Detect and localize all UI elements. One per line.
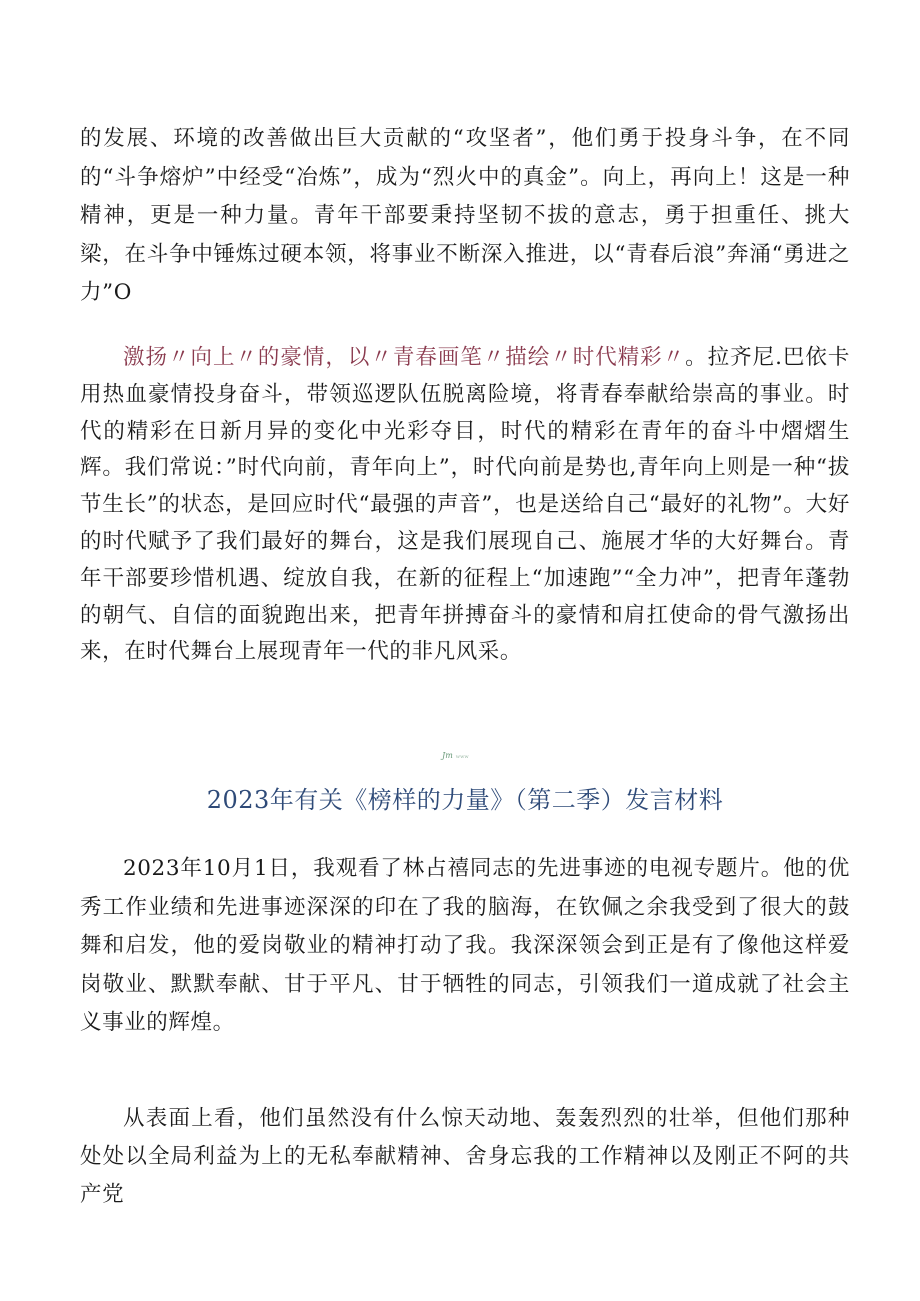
section-heading: 2023年有关《榜样的力量》（第二季）发言材料 [206, 786, 724, 814]
watermark-small-text: www [455, 754, 469, 760]
paragraph-4: 从表面上看，他们虽然没有什么惊天动地、轰轰烈烈的壮举，但他们那种处处以全局利益为上的无私奉献精神、舍身忘我的工作精神以及刚正不阿的共产党 [80, 1106, 850, 1207]
watermark-logo [442, 751, 469, 760]
paragraph-1: 的发展、环境的改善做出巨大贡献的“攻坚者”，他们勇于投身斗争，在不同的“斗争熔炉”中经受“冶炼”，成为“烈火中的真金”。向上，再向上！这是一种精神，更是一种力量。青年干部要秉持坚韧不拔的意志，勇于担重任、挑大梁，在斗争中锤炼过硬本领，将事业不断深入推进，以“青春后浪”奔涌“勇进之力”O [80, 126, 850, 305]
paragraph-2 [80, 340, 850, 671]
paragraph-2-body: 。拉齐尼.巴依卡用热血豪情投身奋斗，带领巡逻队伍脱离险境，将青春奉献给崇高的事业。时代的精彩在日新月异的变化中光彩夺目，时代的精彩在青年的奋斗中熠熠生辉。我们常说：”时代向前，青年向上”，时代向前是势也,青年向上则是一种“拔节生长”的状态，是回应时代“最强的声音”，也是送给自己“最好的礼物”。大好的时代赋予了我们最好的舞台，这是我们展现自己、施展才华的大好舞台。青年干部要珍惜机遇、绽放自我，在新的征程上“加速跑”“全力冲”，把青年蓬勃的朝气、自信的面貌跑出来，把青年拼搏奋斗的豪情和肩扛使命的骨气激扬出来，在时代舞台上展现青年一代的非凡风采。 [80, 345, 850, 665]
paragraph-3: 2023年10月1日，我观看了林占禧同志的先进事迹的电视专题片。他的优秀工作业绩和先进事迹深深的印在了我的脑海，在钦佩之余我受到了很大的鼓舞和启发，他的爱岗敬业的精神打动了我。我深深领会到正是有了像他这样爱岗敬业、默默奉献、甘于平凡、甘于牺牲的同志，引领我们一道成就了社会主义事业的辉煌。 [80, 856, 850, 1035]
paragraph-2-highlight: 激扬〃向上〃的豪情，以〃青春画笔〃描绘〃时代精彩〃 [123, 345, 686, 370]
watermark-text: Jm [442, 751, 453, 760]
